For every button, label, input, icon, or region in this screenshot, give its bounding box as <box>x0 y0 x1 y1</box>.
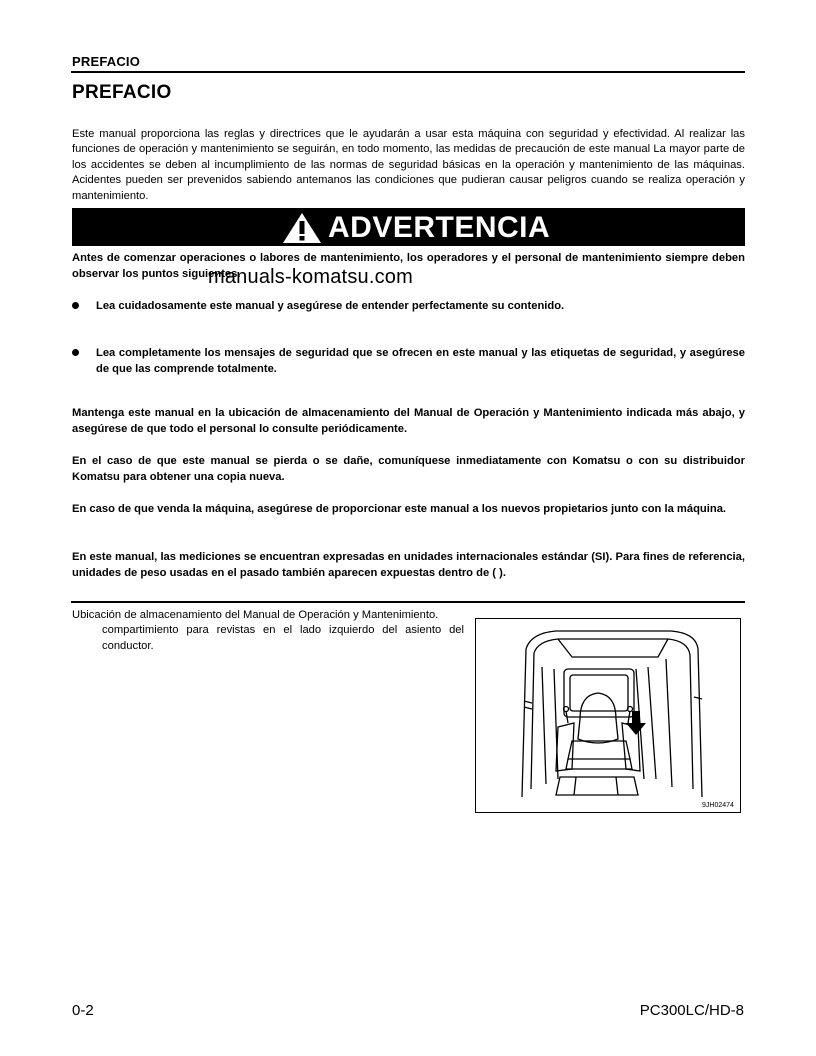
warning-bullet-text: Lea cuidadosamente este manual y asegúrese de entender perfectamente su contenido. <box>96 300 565 312</box>
figure-code: 9JH02474 <box>702 802 734 809</box>
storage-heading: Ubicación de almacenamiento del Manual de Operación y Mantenimiento. <box>72 609 439 621</box>
page-number: 0-2 <box>72 1002 94 1019</box>
warning-lead: Antes de comenzar operaciones o labores de mantenimiento, los operadores y el personal de mantenimiento siempre deben observar los puntos siguientes. <box>72 252 745 280</box>
paragraph: En caso de que venda la máquina, asegúrese de proporcionar este manual a los nuevos propietarios junto con la máquina. <box>72 503 727 515</box>
warning-bullet-text: Lea completamente los mensajes de seguridad que se ofrecen en este manual y las etiquetas de seguridad, y asegúrese de que las comprende totalmente. <box>96 347 745 375</box>
watermark: manuals-komatsu.com <box>208 266 413 288</box>
paragraph: Mantenga este manual en la ubicación de almacenamiento del Manual de Operación y Mantenimiento indicada más abajo, y asegúrese de que todo el personal lo consulte periódicamente. <box>72 407 745 435</box>
cab-figure <box>475 618 741 813</box>
warning-label: ADVERTENCIA <box>328 211 551 244</box>
warning-bullet <box>72 345 745 377</box>
warning-bullet <box>72 298 745 314</box>
storage-detail: compartimiento para revistas en el lado izquierdo del asiento del conductor. <box>102 624 464 652</box>
bullet-icon <box>72 302 79 309</box>
page-title: PREFACIO <box>72 82 172 103</box>
paragraph: En este manual, las mediciones se encuentran expresadas en unidades internacionales estándar (SI). Para fines de referencia, unidades de peso usadas en el pasado también aparecen expuestas dentro de ( ). <box>72 551 745 579</box>
paragraph: En el caso de que este manual se pierda o se dañe, comuníquese inmediatamente con Komatsu o con su distribuidor Komatsu para obtener una copia nueva. <box>72 455 745 483</box>
storage-location <box>72 608 464 654</box>
bullet-icon <box>72 349 79 356</box>
header-rule <box>71 71 745 73</box>
running-header: PREFACIO <box>72 54 141 69</box>
model-number: PC300LC/HD-8 <box>639 1002 744 1019</box>
intro-paragraph: Este manual proporciona las reglas y directrices que le ayudarán a usar esta máquina con seguridad y efectividad. Al realizar las funciones de operación y mantenimiento se seguirán, en todo momento, las medidas de precaución de este manual La mayor parte de los accidentes se deben al incumplimiento de las normas de seguridad básicas en la operación y mantenimiento de las máquinas. Acidentes pueden ser prevenidos sabiendo antemanos las condiciones que pudieran causar peligros cuando se realiza operación y mantenimiento. <box>72 128 745 202</box>
warning-triangle-icon <box>282 212 322 244</box>
cab-interior-illustration <box>476 619 740 812</box>
section-rule <box>71 601 745 603</box>
